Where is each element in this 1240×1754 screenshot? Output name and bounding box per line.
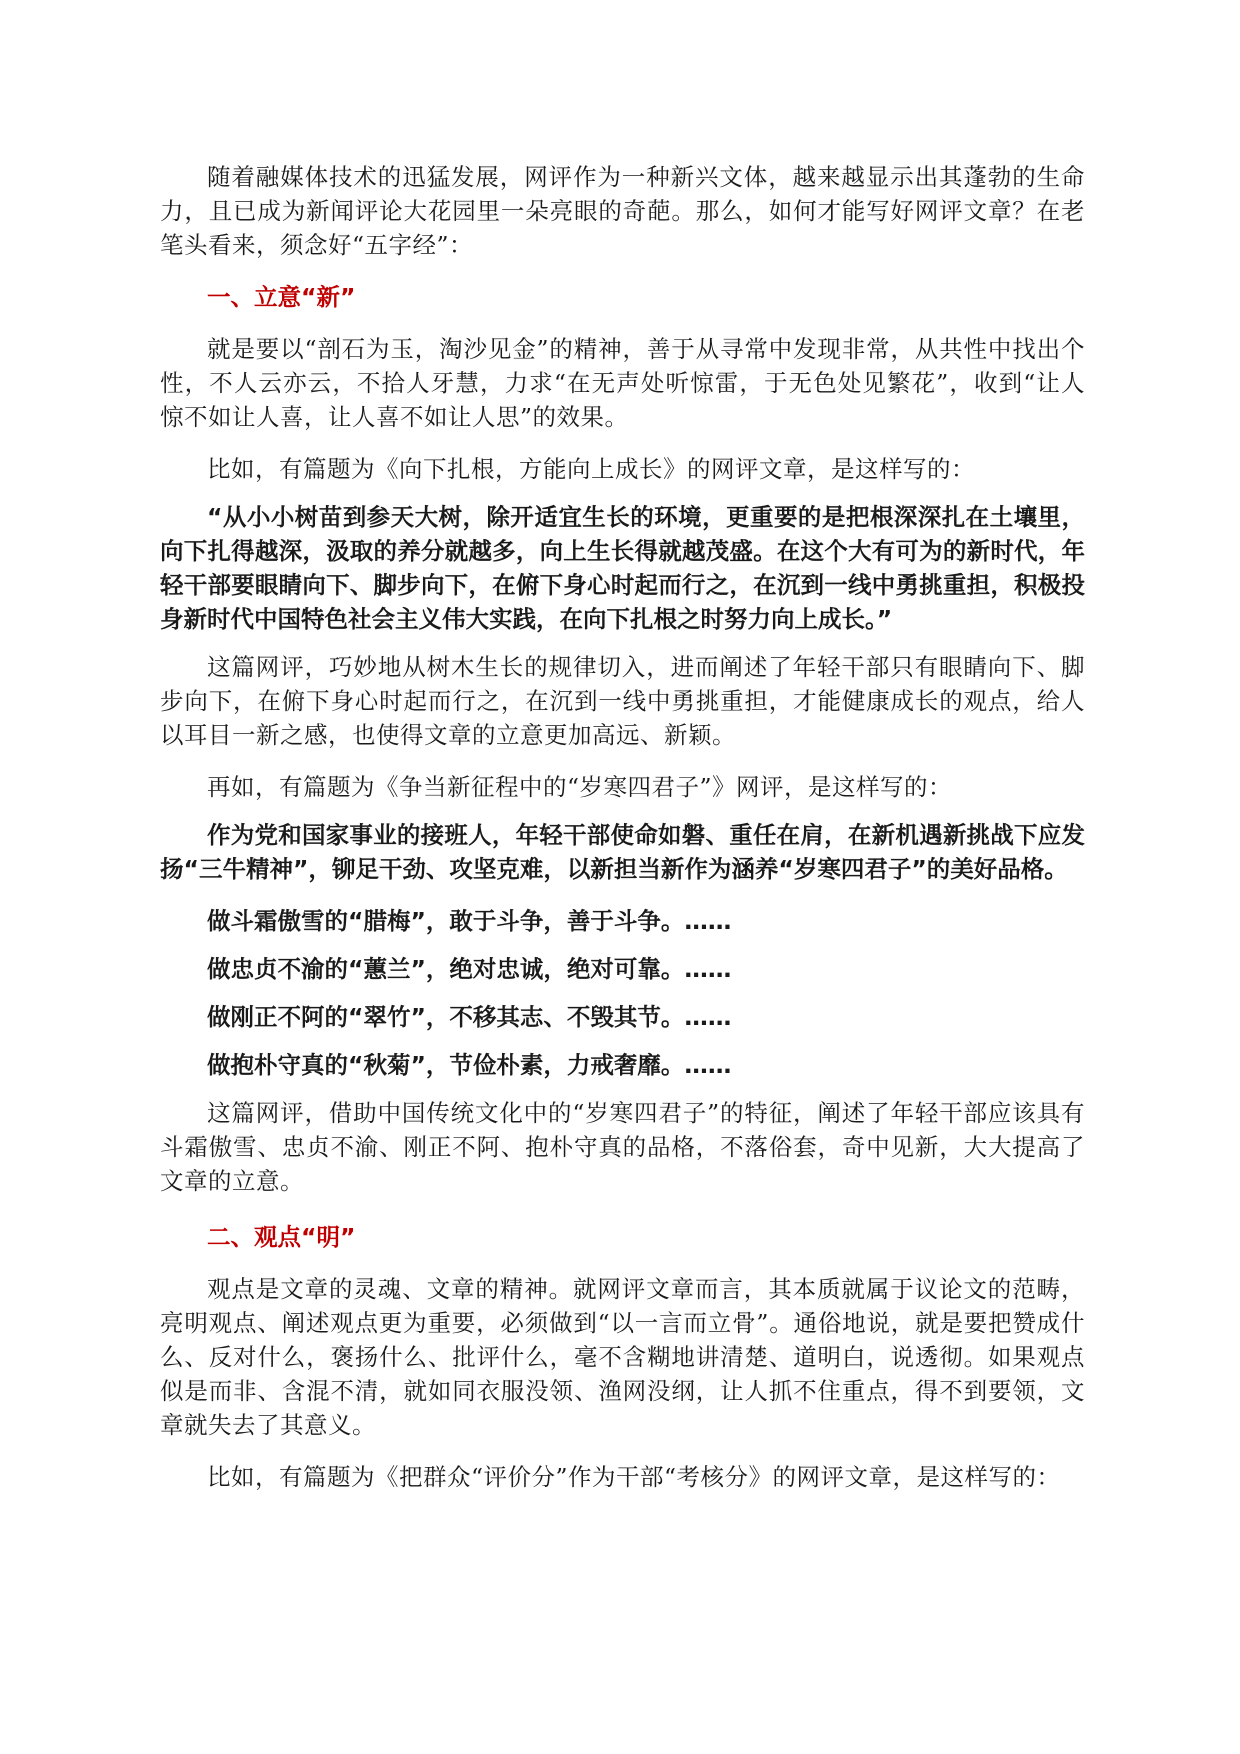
quote-block-1: “从小小树苗到参天大树，除开适宜生长的环境，更重要的是把根深深扎在土壤里，向下扎得越深，汲取的养分就越多，向上生长得就越茂盛。在这个大有可为的新时代，年轻干部要眼睛向下、脚步向下，在俯下身心时起而行之，在沉到一线中勇挑重担，积极投身新时代中国特色社会主义伟大实践，在向下扎根之时努力向上成长。” — [160, 503, 1085, 633]
section1-paragraph-1: 就是要以“剖石为玉，淘沙见金”的精神，善于从寻常中发现非常，从共性中找出个性，不人云亦云，不拾人牙慧，力求“在无声处听惊雷，于无色处见繁花”，收到“让人惊不如让人喜，让人喜不如让人思”的效果。 — [160, 335, 1085, 431]
section2-paragraph-1: 观点是文章的灵魂、文章的精神。就网评文章而言，其本质就属于议论文的范畴，亮明观点、阐述观点更为重要，必须做到“以一言而立骨”。通俗地说，就是要把赞成什么、反对什么，褒扬什么、批评什么，毫不含糊地讲清楚、道明白，说透彻。如果观点似是而非、含混不清，就如同衣服没领、渔网没纲，让人抓不住重点，得不到要领，文章就失去了其意义。 — [160, 1275, 1085, 1439]
section-heading-1: 一、立意“新” — [207, 283, 356, 311]
intro-paragraph: 随着融媒体技术的迅猛发展，网评作为一种新兴文体，越来越显示出其蓬勃的生命力，且已成为新闻评论大花园里一朵亮眼的奇葩。那么，如何才能写好网评文章？在老笔头看来，须念好“五字经”： — [160, 163, 1085, 259]
section1-paragraph-2: 比如，有篇题为《向下扎根，方能向上成长》的网评文章，是这样写的： — [207, 455, 975, 483]
quote-line-chrysanthemum: 做抱朴守真的“秋菊”，节俭朴素，力戒奢靡。…… — [207, 1051, 732, 1079]
quote-line-orchid: 做忠贞不渝的“蕙兰”，绝对忠诚，绝对可靠。…… — [207, 955, 732, 983]
section-heading-2: 二、观点“明” — [207, 1223, 356, 1251]
section1-paragraph-3: 这篇网评，巧妙地从树木生长的规律切入，进而阐述了年轻干部只有眼睛向下、脚步向下，在俯下身心时起而行之，在沉到一线中勇挑重担，才能健康成长的观点，给人以耳目一新之感，也使得文章的立意更加高远、新颖。 — [160, 653, 1085, 749]
section2-paragraph-2: 比如，有篇题为《把群众“评价分”作为干部“考核分》的网评文章，是这样写的： — [207, 1463, 1061, 1491]
section1-paragraph-5: 这篇网评，借助中国传统文化中的“岁寒四君子”的特征，阐述了年轻干部应该具有斗霜傲雪、忠贞不渝、刚正不阿、抱朴守真的品格，不落俗套，奇中见新，大大提高了文章的立意。 — [160, 1099, 1085, 1195]
quote-line-bamboo: 做刚正不阿的“翠竹”，不移其志、不毁其节。…… — [207, 1003, 732, 1031]
quote-line-plum: 做斗霜傲雪的“腊梅”，敢于斗争，善于斗争。…… — [207, 907, 732, 935]
section1-paragraph-4: 再如，有篇题为《争当新征程中的“岁寒四君子”》网评，是这样写的： — [207, 773, 953, 801]
quote-block-2: 作为党和国家事业的接班人，年轻干部使命如磐、重任在肩，在新机遇新挑战下应发扬“三牛精神”，铆足干劲、攻坚克难，以新担当新作为涵养“岁寒四君子”的美好品格。 — [160, 821, 1085, 883]
document-page — [160, 160, 1085, 1508]
